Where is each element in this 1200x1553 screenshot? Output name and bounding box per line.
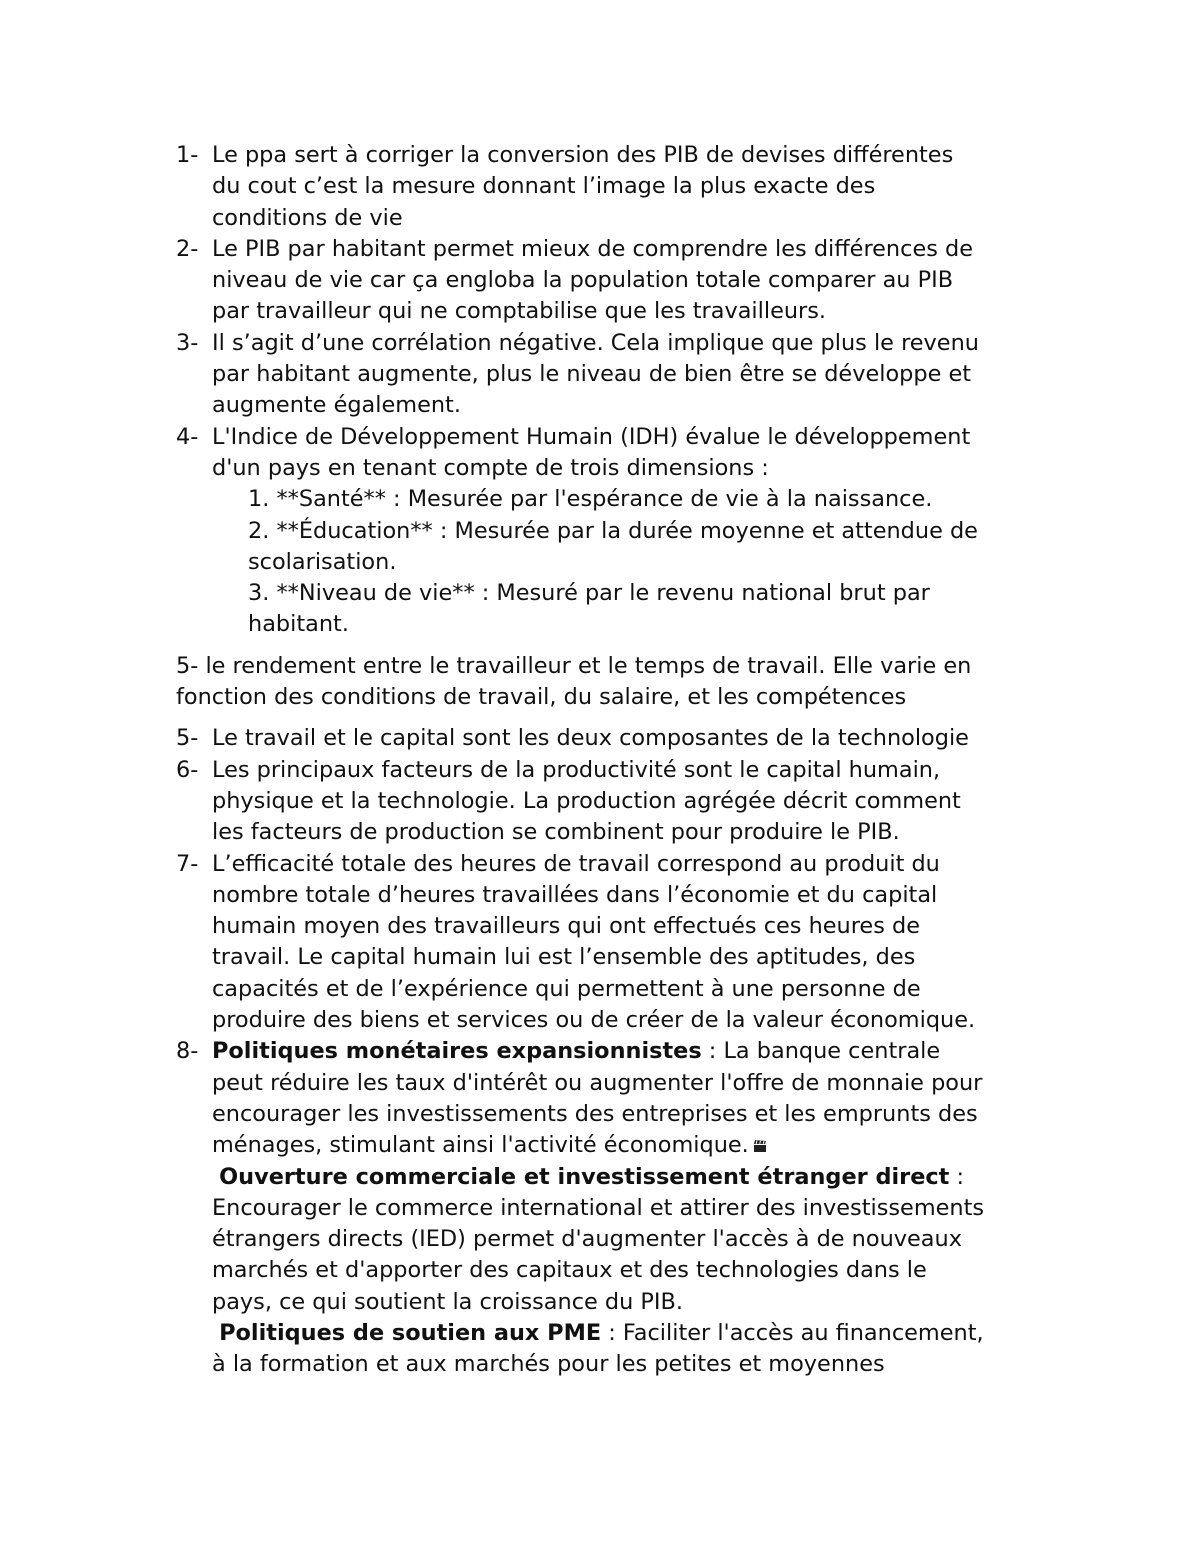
text-line: du cout c’est la mesure donnant l’image la plus exacte des: [212, 173, 876, 200]
text-run: : Faciliter l'accès au financement,: [601, 1319, 984, 1346]
text-line: étrangers directs (IED) permet d'augmenter l'accès à de nouveaux: [212, 1226, 962, 1253]
text-line: humain moyen des travailleurs qui ont effectués ces heures de: [212, 913, 920, 940]
text-run: :: [949, 1163, 965, 1190]
text-line: [212, 1318, 1036, 1349]
text-line: Le ppa sert à corriger la conversion des PIB de devises différentes: [212, 142, 954, 168]
list-item-2: [176, 234, 1036, 328]
text-line: les facteurs de production se combinent pour produire le PIB.: [212, 819, 900, 846]
text-line: niveau de vie car ça engloba la population totale comparer au PIB: [212, 267, 954, 294]
list-item-1: [176, 140, 1036, 234]
text-line: Le travail et le capital sont les deux composantes de la technologie: [212, 725, 969, 752]
text-line: marchés et d'apporter des capitaux et des technologies dans le: [212, 1257, 927, 1284]
list-item-4: [176, 422, 1036, 641]
text-line: d'un pays en tenant compte de trois dimensions :: [212, 454, 769, 481]
text-line: Le PIB par habitant permet mieux de comprendre les différences de: [212, 235, 973, 262]
text-line: travail. Le capital humain lui est l’ensemble des aptitudes, des: [212, 944, 916, 971]
document-body: [176, 140, 1036, 1381]
list-item-3: [176, 328, 1036, 422]
text-line: 3. **Niveau de vie** : Mesuré par le revenu national brut par: [248, 580, 930, 607]
list-number: 3-: [176, 329, 199, 356]
text-line: pays, ce qui soutient la croissance du PIB.: [212, 1288, 684, 1315]
list-item-6: [176, 755, 1036, 849]
text-line: L'Indice de Développement Humain (IDH) évalue le développement: [212, 423, 971, 450]
text-line: [212, 1036, 1036, 1067]
text-line: habitant.: [248, 611, 349, 638]
list-item-5: [176, 723, 1036, 754]
list-number: 1-: [176, 142, 199, 168]
text-line: L’efficacité totale des heures de travail correspond au produit du: [212, 850, 940, 877]
text-line: augmente également.: [212, 392, 461, 419]
clapperboard-icon: [753, 1139, 767, 1153]
sub-item-health: [212, 484, 1036, 515]
text-line: produire des biens et services ou de créer de la valeur économique.: [212, 1007, 976, 1034]
bold-heading-trade-openness: Ouverture commerciale et investissement étranger direct: [219, 1163, 950, 1190]
text-run: ménages, stimulant ainsi l'activité économique.: [212, 1132, 749, 1159]
text-line: fonction des conditions de travail, du salaire, et les compétences: [176, 684, 907, 711]
text-line: scolarisation.: [248, 548, 397, 575]
paragraph-5: [176, 651, 1036, 714]
text-line: Il s’agit d’une corrélation négative. Cela implique que plus le revenu: [212, 329, 979, 356]
text-line: par habitant augmente, plus le niveau de bien être se développe et: [212, 361, 972, 388]
list-number: 5-: [176, 725, 199, 752]
text-line: encourager les investissements des entreprises et les emprunts des: [212, 1100, 978, 1127]
text-line: 2. **Éducation** : Mesurée par la durée moyenne et attendue de: [248, 517, 978, 544]
bold-heading-monetary-policy: Politiques monétaires expansionnistes: [212, 1038, 702, 1065]
bold-heading-sme-support: Politiques de soutien aux PME: [219, 1319, 602, 1346]
text-line: conditions de vie: [212, 204, 403, 231]
list-number: 2-: [176, 235, 199, 262]
text-line: peut réduire les taux d'intérêt ou augmenter l'offre de monnaie pour: [212, 1069, 983, 1096]
sub-item-education: [212, 516, 1036, 579]
text-line: à la formation et aux marchés pour les petites et moyennes: [212, 1351, 885, 1378]
text-line: physique et la technologie. La production agrégée décrit comment: [212, 787, 961, 814]
list-number: 8-: [176, 1038, 199, 1065]
text-line: nombre totale d’heures travaillées dans l’économie et du capital: [212, 881, 938, 908]
text-line: 5- le rendement entre le travailleur et le temps de travail. Elle varie en: [176, 652, 972, 679]
list-number: 6-: [176, 756, 199, 783]
list-item-7: [176, 849, 1036, 1037]
text-line: [212, 1130, 1036, 1161]
text-line: [212, 1162, 1036, 1193]
text-line: par travailleur qui ne comptabilise que les travailleurs.: [212, 298, 827, 325]
text-line: capacités et de l’expérience qui permettent à une personne de: [212, 975, 921, 1002]
sub-item-living-standard: [212, 578, 1036, 641]
list-number: 7-: [176, 850, 199, 877]
text-run: : La banque centrale: [701, 1038, 941, 1065]
text-line: Encourager le commerce international et attirer des investissements: [212, 1194, 985, 1221]
list-item-8: [176, 1036, 1036, 1380]
list-number: 4-: [176, 423, 199, 450]
text-line: Les principaux facteurs de la productivité sont le capital humain,: [212, 756, 941, 783]
text-line: 1. **Santé** : Mesurée par l'espérance de vie à la naissance.: [248, 486, 933, 513]
